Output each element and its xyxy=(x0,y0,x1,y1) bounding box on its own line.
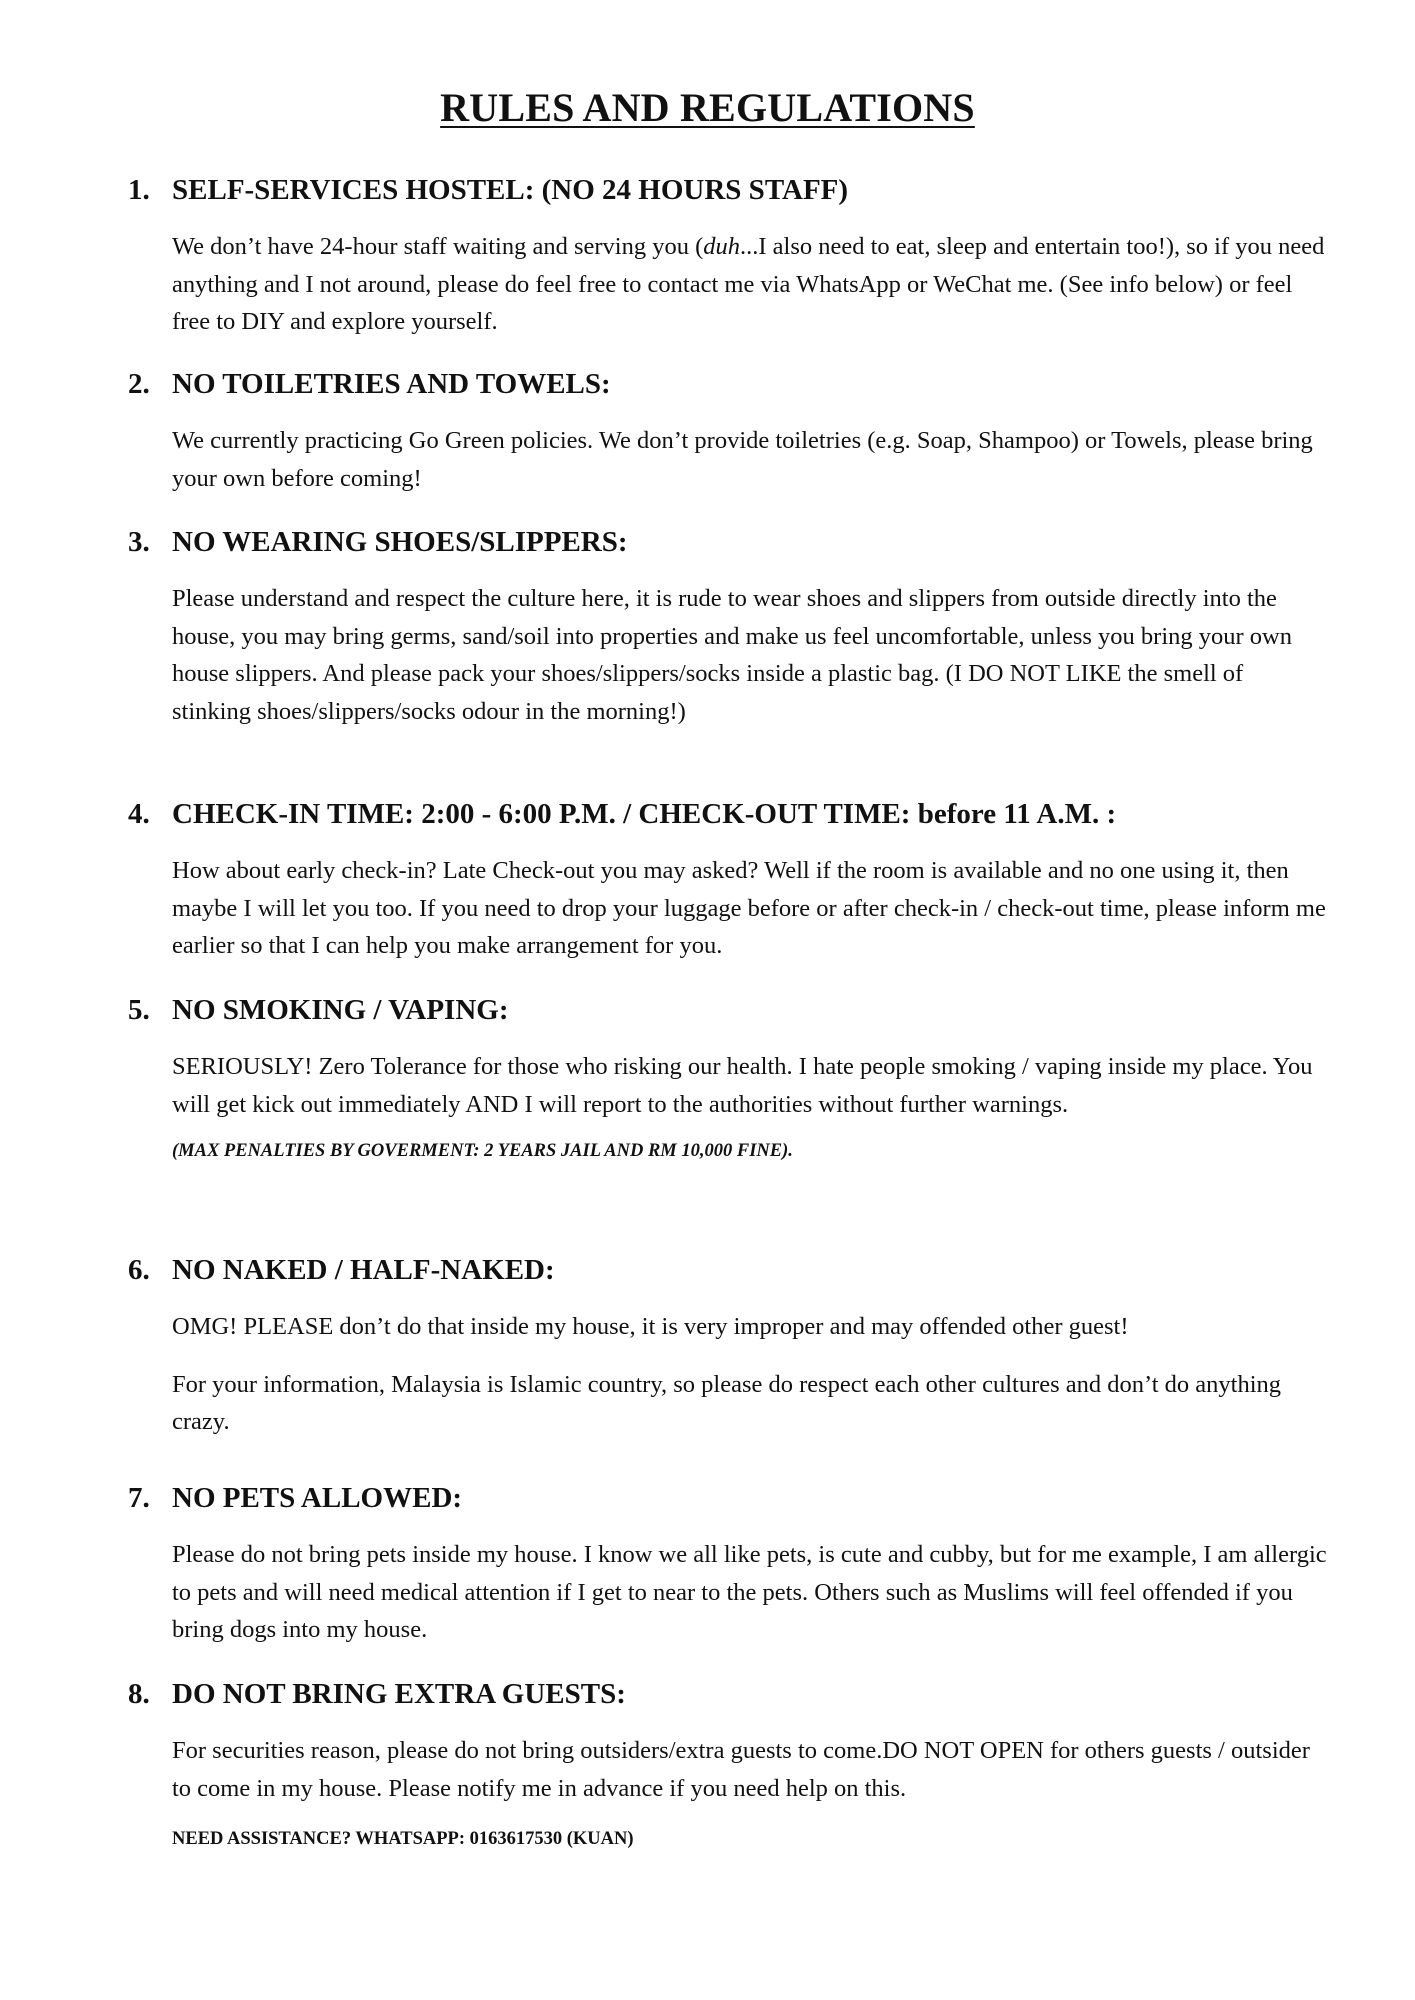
section-8-heading xyxy=(128,1676,1328,1712)
section-title: NO TOILETRIES AND TOWELS: xyxy=(172,368,611,400)
section-title: SELF-SERVICES HOSTEL: (NO 24 HOURS STAFF) xyxy=(172,174,849,206)
section-title: CHECK-IN TIME: 2:00 - 6:00 P.M. / CHECK-OUT TIME: before 11 A.M. : xyxy=(172,798,1117,830)
section-5-heading xyxy=(128,992,1328,1028)
section-7 xyxy=(128,1480,1328,1649)
section-1-heading xyxy=(128,172,1328,208)
section-6-body-2: For your information, Malaysia is Islamic country, so please do respect each other cultures and don’t do anything crazy. xyxy=(172,1370,1282,1435)
section-title: NO SMOKING / VAPING: xyxy=(172,994,509,1026)
section-6-heading xyxy=(128,1252,1328,1288)
section-2-heading xyxy=(128,366,1328,402)
section-8 xyxy=(128,1676,1328,1851)
section-4-body: How about early check-in? Late Check-out you may asked? Well if the room is available and no one using it, then maybe I will let you too. If you need to drop your luggage before or after check-in / check-out time, please inform me earlier so that I can help you make arrangement for you. xyxy=(172,857,1326,959)
section-5 xyxy=(128,992,1328,1163)
section-number: 3. xyxy=(128,526,150,558)
section-title: NO NAKED / HALF-NAKED: xyxy=(172,1254,555,1286)
section-4-heading xyxy=(128,796,1328,832)
section-3 xyxy=(128,524,1328,730)
document-title: RULES AND REGULATIONS xyxy=(440,85,975,130)
section-title: DO NOT BRING EXTRA GUESTS: xyxy=(172,1678,626,1710)
section-number: 7. xyxy=(128,1482,150,1514)
section-1-body xyxy=(172,228,1328,341)
section-title: NO PETS ALLOWED: xyxy=(172,1482,463,1514)
section-number: 5. xyxy=(128,994,150,1026)
section-5-body: SERIOUSLY! Zero Tolerance for those who risking our health. I hate people smoking / vaping inside my place. You will get kick out immediately AND I will report to the authorities without further warnings. xyxy=(172,1053,1313,1118)
section-number: 2. xyxy=(128,368,150,400)
section-3-heading xyxy=(128,524,1328,560)
section-8-body: For securities reason, please do not bring outsiders/extra guests to come.DO NOT OPEN for others guests / outsider to come in my house. Please notify me in advance if you need help on this. xyxy=(172,1737,1310,1802)
section-number: 4. xyxy=(128,798,150,830)
section-2 xyxy=(128,366,1328,497)
section-number: 8. xyxy=(128,1678,150,1710)
penalty-note: (MAX PENALTIES BY GOVERMENT: 2 YEARS JAIL AND RM 10,000 FINE). xyxy=(172,1141,793,1161)
body-text: We don’t have 24-hour staff waiting and serving you ( xyxy=(172,233,704,260)
section-1 xyxy=(128,172,1328,341)
section-6-body: OMG! PLEASE don’t do that inside my house, it is very improper and may offended other guest! xyxy=(172,1313,1129,1340)
section-4 xyxy=(128,796,1328,965)
section-number: 6. xyxy=(128,1254,150,1286)
section-6 xyxy=(128,1252,1328,1441)
section-3-body: Please understand and respect the culture here, it is rude to wear shoes and slippers from outside directly into the house, you may bring germs, sand/soil into properties and make us feel uncomfortable, unless you bring your own house slippers. And please pack your shoes/slippers/socks inside a plastic bag. (I DO NOT LIKE the smell of stinking shoes/slippers/socks odour in the morning!) xyxy=(172,585,1292,725)
body-italic-text: duh xyxy=(703,233,740,260)
section-7-body: Please do not bring pets inside my house. I know we all like pets, is cute and cubby, but for me example, I am allergic to pets and will need medical attention if I get to near to the pets. Others such as Muslims will feel offended if you bring dogs into my house. xyxy=(172,1541,1327,1643)
body-text: ...I also need to eat, sleep and entertain too!), so if you need anything and I not around, please do feel free to contact me via WhatsApp or WeChat me. (See info below) or feel free to DIY and explore yourself. xyxy=(172,233,1325,335)
section-number: 1. xyxy=(128,174,150,206)
section-7-heading xyxy=(128,1480,1328,1516)
assistance-contact: NEED ASSISTANCE? WHATSAPP: 0163617530 (KUAN) xyxy=(172,1829,634,1849)
section-2-body: We currently practicing Go Green policies. We don’t provide toiletries (e.g. Soap, Shampoo) or Towels, please bring your own before coming! xyxy=(172,427,1313,492)
section-title: NO WEARING SHOES/SLIPPERS: xyxy=(172,526,628,558)
